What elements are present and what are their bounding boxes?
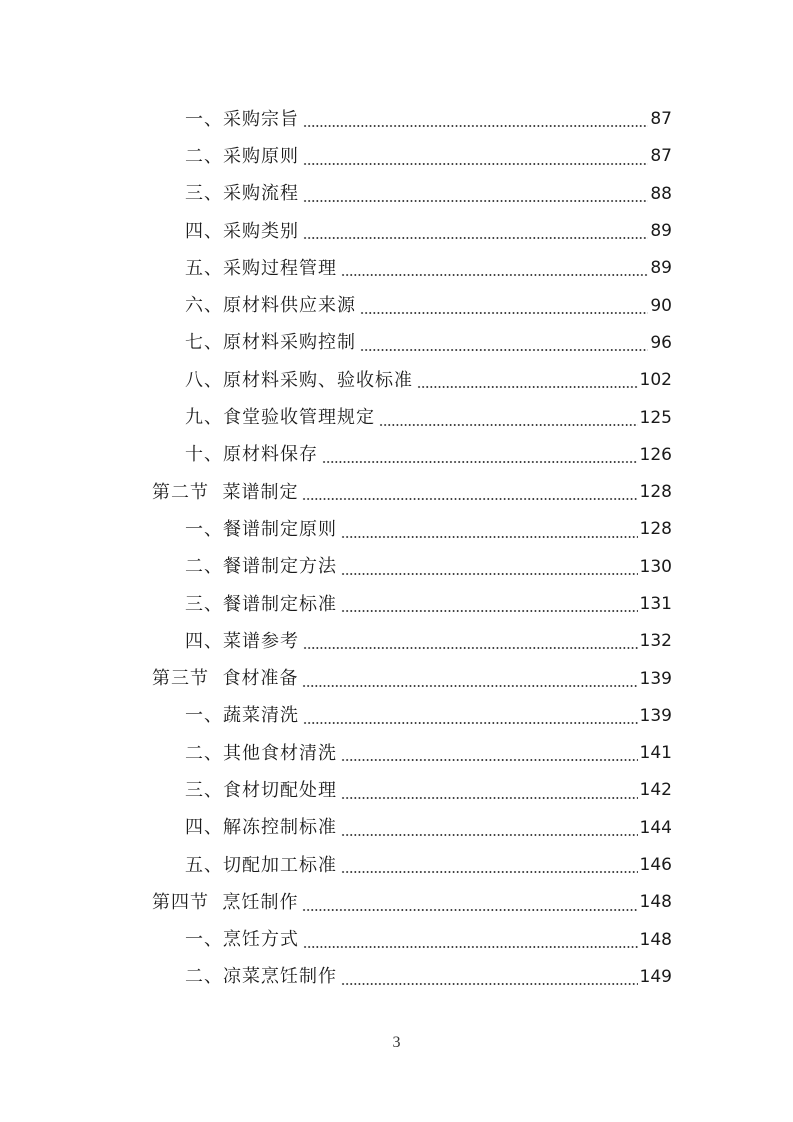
toc-entry-page: 89 [650,221,672,242]
page-number: 3 [392,1034,401,1051]
toc-entry-page: 96 [650,332,672,353]
toc-entry-title: 二、凉菜烹饪制作 [185,966,337,988]
toc-entry-title: 第三节 食材准备 [152,668,299,690]
toc-entry-title: 七、原材料采购控制 [185,332,356,354]
toc-entry[interactable] [0,810,793,847]
dot-leader [341,983,638,985]
toc-entry[interactable] [0,362,793,399]
dot-leader [341,834,638,836]
toc-entry[interactable] [0,698,793,735]
toc-entry-page: 128 [639,519,672,540]
dot-leader [341,573,638,575]
toc-entry[interactable] [0,772,793,809]
toc-entry-title: 十、原材料保存 [185,444,318,466]
toc-entry[interactable] [0,623,793,660]
dot-leader [341,274,648,276]
dot-leader [302,685,637,687]
dot-leader [341,610,638,612]
toc-entry-title: 第二节 菜谱制定 [152,481,299,503]
toc-entry-title: 五、采购过程管理 [185,257,337,279]
toc-entry-page: 149 [639,966,672,987]
toc-entry-title: 第四节 烹饪制作 [152,891,299,913]
toc-entry[interactable] [0,735,793,772]
toc-section-entry[interactable] [0,660,793,697]
toc-entry-title: 一、烹饪方式 [185,929,299,951]
toc-entry-title: 一、餐谱制定原则 [185,518,337,540]
dot-leader [417,386,638,388]
dot-leader [303,200,648,202]
toc-entry-title: 四、解冻控制标准 [185,817,337,839]
toc-entry-page: 125 [639,407,672,428]
toc-entry[interactable] [0,138,793,175]
dot-leader [303,722,638,724]
toc-entry-page: 87 [650,109,672,130]
toc-entry-page: 139 [639,668,672,689]
toc-entry[interactable] [0,511,793,548]
toc-entry-page: 87 [650,146,672,167]
toc-entry[interactable] [0,287,793,324]
toc-entry[interactable] [0,922,793,959]
toc-entry[interactable] [0,213,793,250]
toc-entry-page: 130 [639,556,672,577]
dot-leader [360,312,648,314]
toc-entry-title: 三、食材切配处理 [185,779,337,801]
toc-section-entry[interactable] [0,884,793,921]
toc-entry-page: 128 [639,482,672,503]
toc-entry-page: 88 [650,183,672,204]
toc-entry-page: 142 [639,780,672,801]
toc-entry-title: 一、采购宗旨 [185,108,299,130]
toc-entry[interactable] [0,437,793,474]
toc-entry[interactable] [0,847,793,884]
toc-entry[interactable] [0,586,793,623]
dot-leader [303,237,648,239]
toc-entry-title: 九、食堂验收管理规定 [185,407,375,429]
toc-entry-page: 132 [639,631,672,652]
dot-leader [303,647,638,649]
dot-leader [341,759,638,761]
toc-entry-title: 八、原材料采购、验收标准 [185,369,413,391]
toc-entry[interactable] [0,176,793,213]
dot-leader [302,909,637,911]
dot-leader [303,125,648,127]
toc-entry-page: 141 [639,743,672,764]
toc-entry-page: 148 [639,892,672,913]
dot-leader [341,871,638,873]
toc-entry[interactable] [0,101,793,138]
toc-entry-title: 二、餐谱制定方法 [185,556,337,578]
toc-entry-page: 139 [639,705,672,726]
toc-entry-page: 148 [639,929,672,950]
toc-entry[interactable] [0,325,793,362]
toc-entry-page: 131 [639,594,672,614]
dot-leader [322,461,638,463]
toc-section-entry[interactable] [0,474,793,511]
dot-leader [302,498,637,500]
table-of-contents [0,101,793,996]
toc-entry-title: 四、菜谱参考 [185,630,299,652]
toc-entry-title: 四、采购类别 [185,220,299,242]
toc-entry-page: 89 [650,258,672,279]
toc-entry-title: 三、餐谱制定标准 [185,593,337,615]
dot-leader [341,797,638,799]
toc-entry[interactable] [0,250,793,287]
toc-entry[interactable] [0,959,793,996]
toc-entry-title: 二、采购原则 [185,145,299,167]
dot-leader [303,946,638,948]
toc-entry-page: 146 [639,855,672,876]
toc-entry-title: 五、切配加工标准 [185,854,337,876]
toc-entry[interactable] [0,399,793,436]
toc-entry-title: 三、采购流程 [185,183,299,205]
toc-entry-title: 二、其他食材清洗 [185,742,337,764]
toc-entry-page: 102 [639,370,672,391]
dot-leader [303,163,648,165]
toc-entry-page: 90 [650,295,672,316]
toc-entry-title: 六、原材料供应来源 [185,295,356,317]
toc-entry[interactable] [0,549,793,586]
toc-entry-page: 126 [639,444,672,465]
toc-entry-title: 一、蔬菜清洗 [185,705,299,727]
dot-leader [379,424,638,426]
dot-leader [360,349,648,351]
toc-entry-page: 144 [639,817,672,838]
dot-leader [341,536,638,538]
